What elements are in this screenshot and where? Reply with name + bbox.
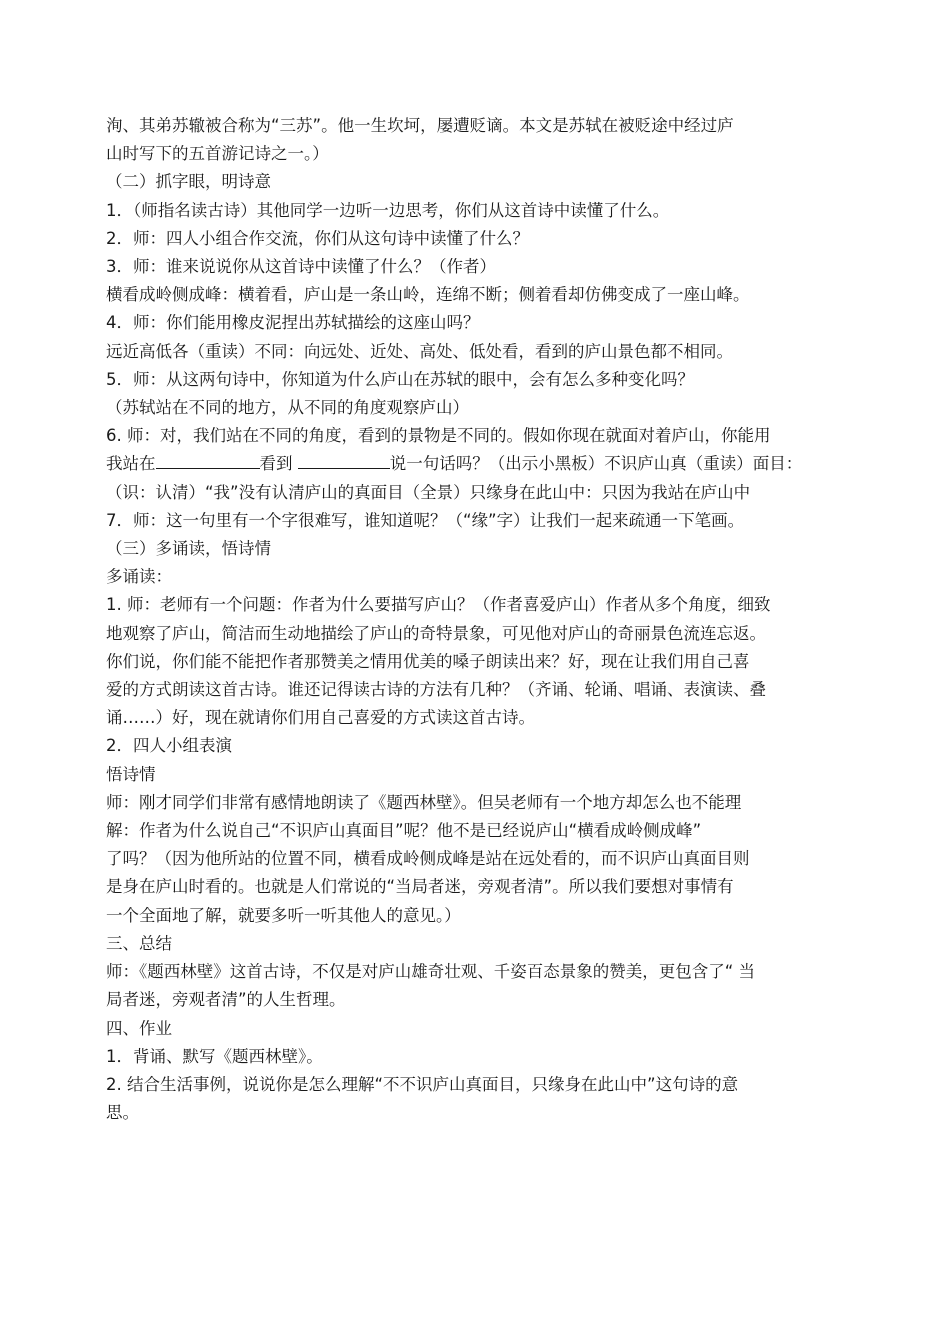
text-line: 2. 结合生活事例，说说你是怎么理解“不不识庐山真面目，只缘身在此山中”这句诗的意	[106, 1074, 739, 1094]
section-heading: （三）多诵读，悟诗情	[106, 539, 271, 559]
text-line: 1．（师指名读古诗）其他同学一边听一边思考，你们从这首诗中读懂了什么。	[106, 200, 670, 220]
text-line: 了吗？（因为他所站的位置不同，横看成岭侧成峰是站在远处看的，而不识庐山真面目则	[106, 849, 750, 869]
fill-in-blank	[156, 450, 260, 469]
text-line: 诵……）好，现在就请你们用自己喜爱的方式读这首古诗。	[106, 708, 535, 728]
text-line: 师：刚才同学们非常有感情地朗读了《题西林壁》。但吴老师有一个地方却怎么也不能理	[106, 792, 742, 812]
text-line: 3．师：谁来说说你从这首诗中读懂了什么？（作者）	[106, 257, 496, 277]
text-line: 爱的方式朗读这首古诗。谁还记得读古诗的方法有几种？（齐诵、轮诵、唱诵、表演读、叠	[106, 680, 766, 700]
fill-in-blank	[298, 450, 390, 469]
text-line: 1．背诵、默写《题西林壁》。	[106, 1046, 323, 1066]
section-heading: 三、总结	[106, 933, 172, 953]
text-line: 悟诗情	[106, 764, 156, 784]
text-line: 1. 师：老师有一个问题：作者为什么要描写庐山？（作者喜爱庐山）作者从多个角度，细致	[106, 595, 771, 615]
text-line: （苏轼站在不同的地方，从不同的角度观察庐山）	[106, 398, 469, 418]
text-line: 一个全面地了解，就要多听一听其他人的意见。）	[106, 905, 461, 925]
section-heading: （二）抓字眼，明诗意	[106, 172, 271, 192]
fill-in-suffix: 说一句话吗？（出示小黑板）不识庐山真（重读）面目：	[389, 454, 803, 474]
text-line: 7．师：这一句里有一个字很难写，谁知道呢？（“缘”字）让我们一起来疏通一下笔画。	[106, 510, 745, 530]
document-body	[106, 112, 846, 1127]
text-line: 远近高低各（重读）不同：向远处、近处、高处、低处看，看到的庐山景色都不相同。	[106, 341, 733, 361]
text-line: 地观察了庐山，简洁而生动地描绘了庐山的奇特景象，可见他对庐山的奇丽景色流连忘返。	[106, 623, 766, 643]
section-heading: 四、作业	[106, 1018, 172, 1038]
fill-in-middle: 看到	[259, 454, 298, 474]
text-line: 横看成岭侧成峰：横着看，庐山是一条山岭，连绵不断；侧着看却仿佛变成了一座山峰。	[106, 285, 750, 305]
text-line: 师：《题西林壁》这首古诗，不仅是对庐山雄奇壮观、千姿百态景象的赞美，更包含了“ 当	[106, 962, 756, 982]
text-line: 5．师：从这两句诗中，你知道为什么庐山在苏轼的眼中，会有怎么多种变化吗？	[106, 369, 694, 389]
text-line: 局者迷，旁观者清”的人生哲理。	[106, 990, 346, 1010]
text-line: 思。	[106, 1103, 139, 1123]
text-line: 4．师：你们能用橡皮泥捏出苏轼描绘的这座山吗？	[106, 313, 480, 333]
text-line: 6. 师：对，我们站在不同的角度，看到的景物是不同的。假如你现在就面对着庐山，你能用	[106, 426, 771, 446]
text-line: 是身在庐山时看的。也就是人们常说的“当局者迷，旁观者清”。所以我们要想对事情有	[106, 877, 734, 897]
text-line: 多诵读：	[106, 567, 172, 587]
text-line: 2．师：四人小组合作交流，你们从这句诗中读懂了什么？	[106, 228, 529, 248]
fill-in-prefix: 我站在	[106, 454, 156, 474]
fill-in-line	[106, 450, 846, 478]
text-line: 洵、其弟苏辙被合称为“三苏”。他一生坎坷，屡遭贬谪。本文是苏轼在被贬途中经过庐	[106, 116, 734, 135]
text-line: （识：认清）“我”没有认清庐山的真面目（全景）只缘身在此山中：只因为我站在庐山中	[106, 482, 751, 502]
text-line: 山时写下的五首游记诗之一。）	[106, 144, 329, 164]
text-line: 你们说，你们能不能把作者那赞美之情用优美的嗓子朗读出来？好，现在让我们用自己喜	[106, 651, 750, 671]
text-line: 2．四人小组表演	[106, 736, 232, 756]
text-line: 解：作者为什么说自己“不识庐山真面目”呢？他不是已经说庐山“横看成岭侧成峰”	[106, 821, 702, 841]
